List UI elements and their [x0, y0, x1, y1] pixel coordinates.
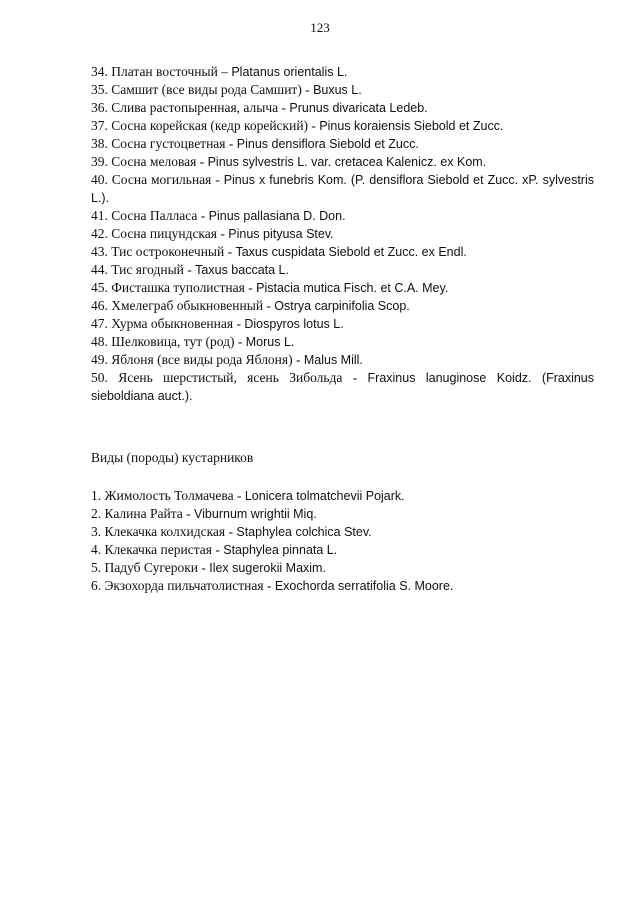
russian-name: 49. Яблоня (все виды рода Яблоня) -	[91, 352, 304, 367]
latin-name: Buxus L.	[313, 83, 362, 97]
russian-name: 38. Сосна густоцветная -	[91, 136, 237, 151]
list-item	[91, 487, 594, 505]
list-item	[91, 559, 594, 577]
list-item	[91, 577, 594, 595]
latin-name: Morus L.	[245, 335, 295, 349]
latin-name: Lonicera tolmatchevii Pojark.	[244, 489, 405, 503]
list-item	[91, 81, 594, 99]
russian-name: 34. Платан восточный –	[91, 64, 232, 79]
latin-name: Pinus densiflora Siebold et Zucc.	[236, 137, 419, 151]
latin-name: Staphylea colchica Stev.	[236, 525, 372, 539]
latin-name: Taxus baccata L.	[195, 263, 289, 277]
russian-name: 39. Сосна меловая -	[91, 154, 208, 169]
latin-name: Pistacia mutica Fisch. et C.A. Mey.	[256, 281, 449, 295]
russian-name: 5. Падуб Сугероки -	[91, 560, 210, 575]
russian-name: 36. Слива растопыренная, алыча -	[91, 100, 290, 115]
russian-name: 2. Калина Райта -	[91, 506, 195, 521]
latin-name: Prunus divaricata Ledeb.	[289, 101, 428, 115]
list-item	[91, 207, 594, 225]
list-item	[91, 279, 594, 297]
list-item	[91, 135, 594, 153]
latin-name: Ilex sugerokii Maxim.	[209, 561, 326, 575]
latin-name: Pinus x funebris Kom. (P. densiflora Siebold et Zucc. xP. sylvestris L.).	[91, 173, 595, 205]
list-item	[91, 261, 594, 279]
latin-name: Malus Mill.	[303, 353, 363, 367]
list-item	[91, 153, 594, 171]
list-item	[91, 333, 594, 351]
latin-name: Exochorda serratifolia S. Moore.	[274, 579, 454, 593]
russian-name: 6. Экзохорда пильчатолистная -	[91, 578, 275, 593]
latin-name: Pinus pityusa Stev.	[228, 227, 334, 241]
russian-name: 43. Тис остроконечный -	[91, 244, 236, 259]
russian-name: 47. Хурма обыкновенная -	[91, 316, 245, 331]
list-item	[91, 117, 594, 135]
russian-name: 42. Сосна пицундская -	[91, 226, 229, 241]
list-item	[91, 171, 594, 207]
latin-name: Viburnum wrightii Miq.	[194, 507, 317, 521]
latin-name: Pinus sylvestris L. var. cretacea Kalenicz. ex Kom.	[207, 155, 487, 169]
latin-name: Pinus pallasiana D. Don.	[208, 209, 346, 223]
latin-name: Diospyros lotus L.	[244, 317, 344, 331]
latin-name: Ostrya carpinifolia Scop.	[274, 299, 410, 313]
latin-name: Taxus cuspidata Siebold et Zucc. ex Endl.	[235, 245, 467, 259]
russian-name: 48. Шелковица, тут (род) -	[91, 334, 246, 349]
russian-name: 35. Самшит (все виды рода Самшит) -	[91, 82, 314, 97]
page-number: 123	[310, 20, 330, 35]
list-item	[91, 351, 594, 369]
document-body	[91, 63, 594, 595]
russian-name: 3. Клекачка колхидская -	[91, 524, 237, 539]
russian-name: 37. Сосна корейская (кедр корейский) -	[91, 118, 320, 133]
section-heading: Виды (породы) кустарников	[91, 450, 254, 465]
russian-name: 40. Сосна могильная -	[91, 172, 224, 187]
list-item	[91, 315, 594, 333]
latin-name: Pinus koraiensis Siebold et Zucc.	[319, 119, 504, 133]
shrub-species-list	[91, 487, 594, 595]
latin-name: Fraxinus lanuginose Koidz. (Fraxinus sieboldiana auct.).	[91, 371, 594, 403]
russian-name: 45. Фисташка туполистная -	[91, 280, 257, 295]
list-item	[91, 505, 594, 523]
list-item	[91, 225, 594, 243]
list-item	[91, 243, 594, 261]
list-item	[91, 369, 594, 405]
latin-name: Staphylea pinnata L.	[223, 543, 338, 557]
russian-name: 4. Клекачка перистая -	[91, 542, 224, 557]
list-item	[91, 99, 594, 117]
list-item	[91, 297, 594, 315]
russian-name: 50. Ясень шерстистый, ясень Зибольда -	[91, 370, 368, 385]
list-item	[91, 63, 594, 81]
russian-name: 1. Жимолость Толмачева -	[91, 488, 245, 503]
list-item	[91, 541, 594, 559]
russian-name: 44. Тис ягодный -	[91, 262, 196, 277]
russian-name: 46. Хмелеграб обыкновенный -	[91, 298, 275, 313]
list-item	[91, 523, 594, 541]
tree-species-list	[91, 63, 594, 405]
latin-name: Platanus orientalis L.	[231, 65, 348, 79]
russian-name: 41. Сосна Палласа -	[91, 208, 209, 223]
